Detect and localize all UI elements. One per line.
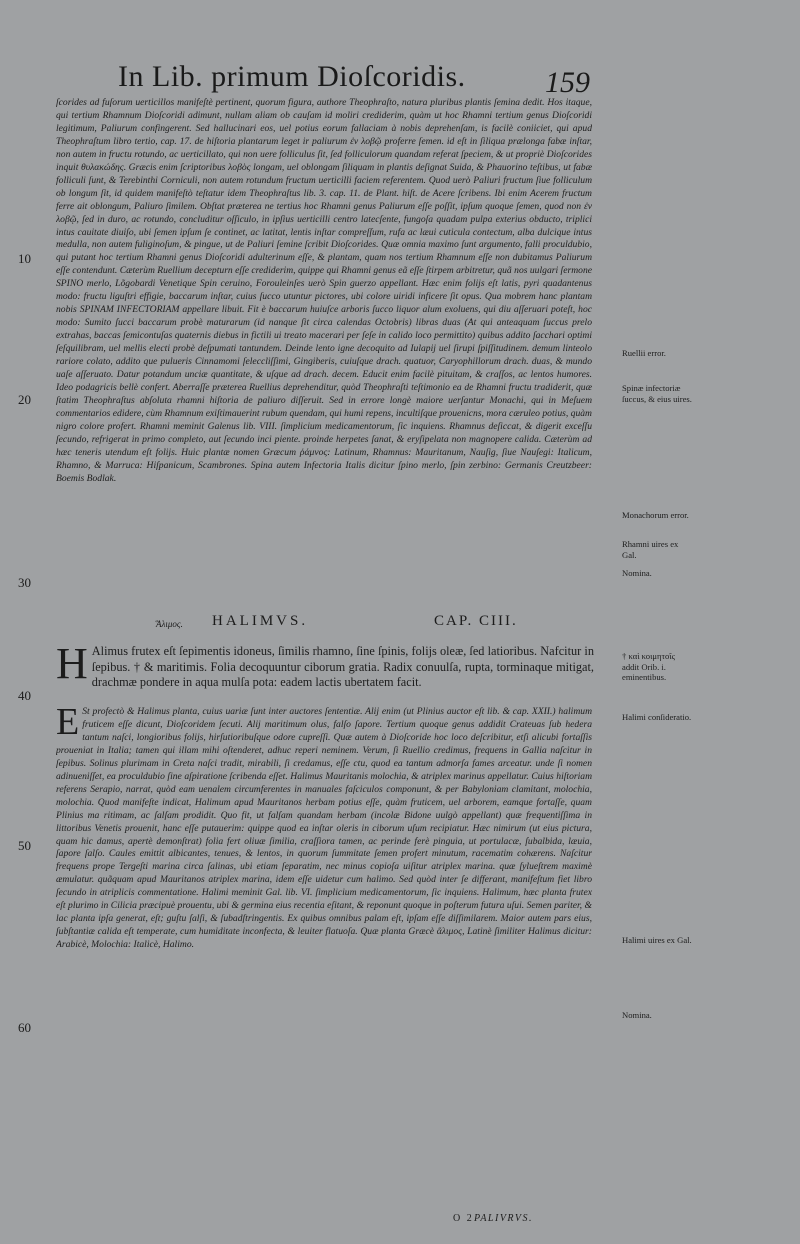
margin-note-ruellii-error: Ruellii error. bbox=[622, 348, 666, 358]
commentary-top: ſcorides ad fuſorum uerticillos manifeſtè pertinent, quorum figura, authore Theophraſto, natura pluribus plantis ſemina dedit. Hos itaque, qui tertium Rhamnum Dioſcoridi adimunt, nullam aliam ob cauſam id moliri crediderim, quàm ut hoc Rhamni tertium genus Dioſcoridi legitimum, Paliurum confingerent. Sed hallucinari eos, uel potius eorum fallaciam à nobis deprehenſam, is facilè coniiciet, qui apud Theophraſtum libro tertio, cap. 17. de hiſtoria plantarum leget ir paliurum ἐν λοβῷ proferre ſemen. id eſt in ſiliqua prælonga fabæ inſtar, non autem in fructu rotundo, ac uerticillato, qui non uere folliculus ſit, ſed folliculorum quandam referat ſpeciem, & ut propriè Dioſcorides inquit θυλακώδης. Græcis enim ſcriptoribus λοβὸς longam, uel oblongam ſiliquam in plantis deſignat Suida, & Phauorino teſtibus, ut fabæ folliculi ſunt, & Terebinthi Corniculi, non autem rotundum fructum uerticilli faciem referentem. Quod uerò Paliuri fructum ſiue folliculum ob longum ſit, id quidem manifeſtò teſtatur idem Theophraſtus lib. 3. cap. 11. de Plant. hiſt. de Acere ſcribens. Ibi enim Acerem fructum ferre ait oblongum, Paliuro ſimilem. Obſtat præterea ne tertius hoc Rhamni genus Paliurum eſſe poſſit, ipſum quoque ſemen, quod non ἐν λοβῷ, ſed in duro, ac rotundo, concluditur oſſiculo, in ipſius uerticilli centro latecſente, fungoſa quadam pulpa exterius obducto, triplici intus cauitate diuiſo, ubi ſemen ipſum ſe continet, ac latitat, lentis inſtar compreſſum, rufa ac læui cuticula contectum, alba dulcique intus medulla, non autem fuliginoſum, & pingue, ut de Paliuri ſemine ſcribit Dioſcorides. Quæ omnia maximo ſunt argumento, falli proculdubio, qui putant hoc tertium Rhamni genus Dioſcoridi adulterinum eſſe, & plantam, quam nos tertium Rhamnum eſſe non dubitamus Paliurum eſſe contendunt. Cæterùm Ruellium decepturn eſſe crediderim, quippe qui Rhamni genus eã eſſe ſtirpem arbitretur, quã nos uulgari ſermone SPINO merlo, Lõgobardi Venetique Spin ceruino, Forouleinſes uerò Spin guerzo appellant. Hæc enim folijs eſt latis, pyri quadantenus modo: fructu liguſtri effigie, baccarum inſtar, cuius ſucco utuntur pictores, ubi colore uiridi inficere ſit opus. Qua mobrem hanc plantam nobis SPINAM INFECTORIAM appellare libuit. Fit è baccarum huiuſce arboris ſucco liquor alum exoluens, qui diu aſſeruari poteſt, hoc modo: Sumito ſucci baccarum probè maturarum (id nanque ſit circa calendas Octobris) libras duas (At qui anteaquam ſuccus prelo extrahas, baccas ſemicontuſas quaternis diebus in fictili ui treato macerari per ſeſe in calido loco permittito) quibus addito ſacchari optimi ſeſquilibram, uel mellis electi probè deſpumati tantundem. Deinde lento igne decoquito ad Iulapij uel ſirupi ſpiſſitudinem. demum linteolo rariore colato, addito que pulueris Cinnamomi ſeleccliſſimi, Gingiberis, cuiuſque drach. quatuor, Caryophillorum drach. duas, & mundo uaſe aſſeruato. Datur potandum unciæ quantitate, & uſque ad drach. decem. Educit enim facilè pituitam, & craſſos, ac lentos humores. Ideo podagricis bellè confert. Aberraſſe præterea Ruellius deprehenditur, quòd Theophraſti teſtimonio ea de Rhamni fructu tradiderit, quæ ſtatim Theophraſtus abſoluta rhamni hiſtoria de paliuro diſſeruit. Sed in errore longè maiore uerſantur Monachi, qui in Meſuem commentarios edidere, cùm Rhamnum exiſtimauerint rubum quendam, qui humi repens, incultiſque prouenicns, mora cæruleo potius, quàm nigro colore profert. Rhamni meminit Galenus lib. VIII. ſimplicium medicamentorum, ſic inquiens. Rhamnus deſiccat, & digerit exceſſu ſecundo, refrigerat in primo completo, aut ſecundo inci piente. proinde herpetes ſanat, & eryſipelata non magnopere calida. Cæterùm ad hæc teneris utendum eſt folijs. Huic plantæ nomen Græcum ῥάμνος: Latinum, Rhamnus: Mauritanum, Nauſig, ſiue Nauſegi: Italicum, Rhamno, & Marruca: Hiſpanicum, Scambrones. Spina autem Infectoria Italis dicitur ſpino merlo, ſpin zerbino: Germanis Creutzbeer: Boemis Bodlak. bbox=[56, 97, 592, 484]
main-text-initial: H bbox=[56, 639, 88, 688]
line-number-10: 10 bbox=[18, 251, 31, 266]
margin-note-monachorum-error: Monachorum error. bbox=[622, 510, 689, 520]
margin-note-halimi-uires: Halimi uires ex Gal. bbox=[622, 935, 692, 945]
commentary-initial: E bbox=[56, 706, 80, 743]
commentary-bottom-body: St profectò & Halimus planta, cuius uariæ ſunt inter auctores ſententiæ. Alij enim (ut Plinius auctor eſt lib. & cap. XXII.) halimum fruticem eſſe dicunt, Dioſcoridem ſecuti. Alij maritimum olus, falſo ſapore. Tertium quoque genus addidit Crateuas ſub hedera tantum naſci, longioribus folijs, hirſutioribuſque odore cupreſſi. Quæ autem à Dioſcoride hoc loco deſcribitur, etſi alicubi fortaſſis proueniat in Italia; tamen qui illam mihi oſtenderet, adhuc reperi neminem. Verum, ſi Ruellio credimus, frequens in Gallia naſcitur in ſepibus. Solinus plurimam in Creta naſci tradit, mirabili, ſi credamus, eſſe ctu, quod ea tantum admorſa fames arceatur. unde ſi nomen adinueniſſet, ea proculdubio ſine aſpiratione ſcribenda eſſet. Halimus Mauritanis molochia, & atriplex marinus appellatur. Cuius hiſtoriam referens Serapio, narrat, quòd eam uenalem circumferentes in manuales faſciculos componunt, & per Babyloniam clamitant, molochia, molochia. Quod manifeſte indicat, Halimum apud Mauritanos herbam potius eſſe, quàm fruticem, uel arborem, eamque fortaſſe, quam Plinius ma ritimam, ac ſalſam prodidit. Quo fit, ut falſam quandam herbam (incolæ Bidone uulgò appellant) quæ frequentiſſima in littoribus Venetis prouenit, hanc eſſe putauerim: quippe quod ea inſtar oleris in ciborum uſum recipiatur. Hæc nimirum (ut eius pictura, quam hic damus, apertè demonſtrat) folia fert oliuæ ſimilia, craſſiora tamen, ac perinde ferè pinguia, ut portulacæ, ſubalbida, læuia, ſapore ſalſo. Caules emittit albicantes, tenues, & lentos, in quorum ſummitate ſemen profert minutum, racematim cohærens. Naſcitur frequens prope Tergeſti marina circa ſalinas, ubi etiam ſeparatim, nec minus copioſa uiſitur atriplex marina. quæ ſylueſtrem maximè æmulatur. quãquam apud Mauritanos atriplex marina, idem eſſe uidetur cum halimo. Sed quòd inter ſe differant, manifeſtum fiet libro ſecundo in atriplicis commentatione. Halimi meminit Gal. lib. VI. ſimplicium medicamentorum, ſic inquiens. Halimum, hæc planta frutex eſt plurimo in Cilicia præcipuè prouentu, ubi & germina eius recentia eſitant, & reponunt quoque in poſterum futura uſui. Semen pariter, & lac planta ipſa generat, eſt; guſtu ſalſi, & ſubadſtringentis. Ex quibus omnibus palam eſt, ipſam eſſe diſſimilarem. Maior autem pars eius, ſubſtantiæ calida eſt temperate, cum humiditate inconfecta, & leuiter flatuoſa. Quæ planta Græcè ἅλιμος, Latinè ſimiliter Halimus dicitur: Arabicè, Molochia: Italicè, Halimo. bbox=[56, 706, 592, 951]
margin-note-spina-infectoria: Spinæ infectoriæ ſuccus, & eius uires. bbox=[622, 383, 692, 404]
line-number-30: 30 bbox=[18, 575, 31, 590]
page-number: 159 bbox=[545, 66, 590, 99]
signature-mark: O 2 bbox=[453, 1213, 474, 1224]
chapter-greek-name: Ἅλιμος. bbox=[156, 619, 183, 629]
running-title: In Lib. primum Dioſcoridis. bbox=[118, 60, 466, 93]
commentary-bottom bbox=[56, 706, 592, 1234]
line-number-50: 50 bbox=[18, 838, 31, 853]
line-number-40: 40 bbox=[18, 688, 31, 703]
margin-note-nomina-2: Nomina. bbox=[622, 1010, 652, 1020]
line-number-20: 20 bbox=[18, 392, 31, 407]
line-number-60: 60 bbox=[18, 1020, 31, 1035]
main-text bbox=[56, 639, 594, 691]
catchword: PALIVRVS. bbox=[474, 1213, 533, 1224]
chapter-heading bbox=[56, 613, 592, 635]
chapter-name: HALIMVS. bbox=[212, 613, 309, 629]
main-text-body: Alimus frutex eſt ſepimentis idoneus, ſimilis rhamno, ſine ſpinis, folijs oleæ, ſed latioribus. Nafcitur in ſepibus. † & maritimis. Folia decoquuntur ciborum gratia. Radix conuulſa, rupta, torminaque mitigat, drachmæ pondere in aqua mulſa pota: eadem lactis ubertatem facit. bbox=[91, 644, 594, 690]
margin-note-halimi-consideratio: Halimi conſideratio. bbox=[622, 712, 692, 722]
chapter-number: CAP. CIII. bbox=[434, 613, 518, 629]
margin-note-oribasius: † καὶ κοιμητοῖς addit Orib. i. eminentibus. bbox=[622, 651, 675, 682]
margin-note-rhamni-uires: Rhamni uires ex Gal. bbox=[622, 539, 679, 560]
margin-note-nomina-1: Nomina. bbox=[622, 568, 652, 578]
